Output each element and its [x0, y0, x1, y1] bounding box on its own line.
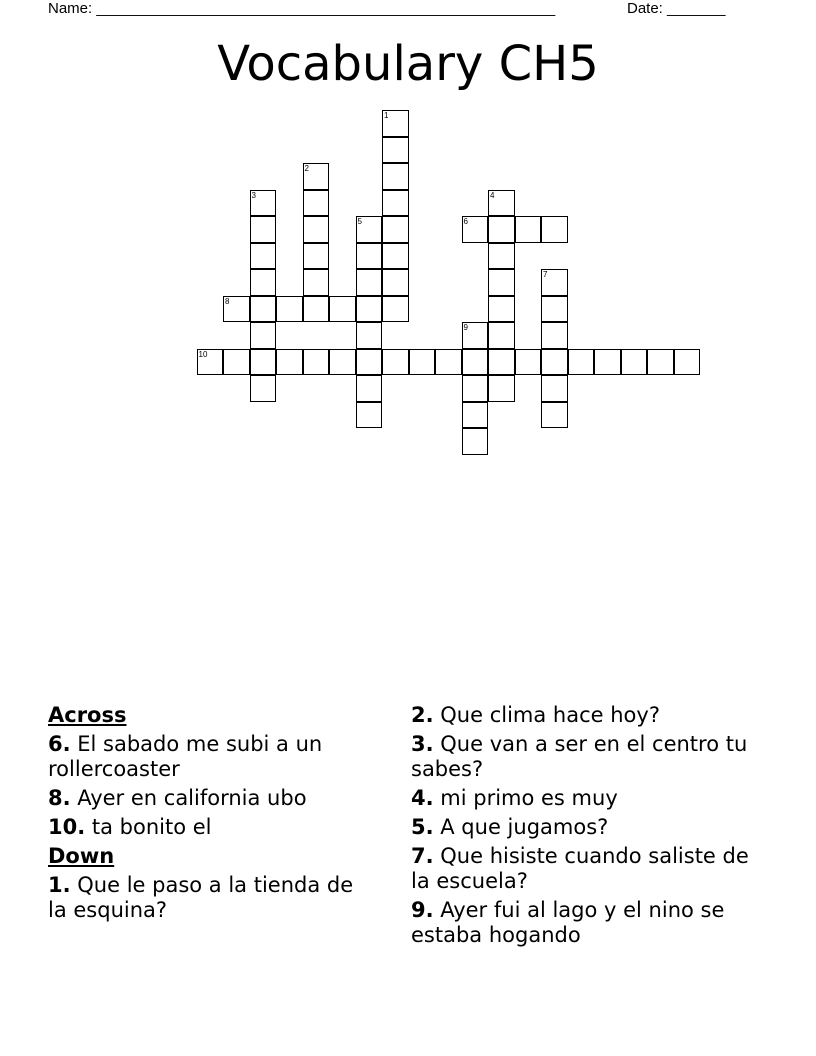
crossword-cell[interactable]: [356, 349, 383, 376]
clue-text: mi primo es muy: [433, 786, 618, 810]
crossword-cell[interactable]: [621, 349, 648, 376]
clue-text: Que le paso a la tienda de la esquina?: [48, 873, 354, 922]
cell-number: 8: [225, 296, 230, 306]
crossword-cell[interactable]: [541, 402, 568, 429]
clue-item: [411, 732, 761, 782]
crossword-cell[interactable]: [303, 296, 330, 323]
crossword-cell[interactable]: [382, 163, 409, 190]
clue-number: 4.: [411, 786, 434, 810]
crossword-cell[interactable]: [382, 110, 409, 137]
crossword-cell[interactable]: [488, 190, 515, 217]
crossword-cell[interactable]: [303, 216, 330, 243]
crossword-cell[interactable]: [250, 216, 277, 243]
clue-item: [48, 732, 378, 782]
down-clue-list-left: [48, 873, 378, 923]
crossword-cell[interactable]: [382, 269, 409, 296]
clue-item: [48, 815, 378, 840]
clue-item: [411, 898, 761, 948]
crossword-cell[interactable]: [382, 243, 409, 270]
crossword-cell[interactable]: [541, 322, 568, 349]
crossword-cell[interactable]: [276, 349, 303, 376]
crossword-cell[interactable]: [250, 322, 277, 349]
cell-number: 7: [543, 270, 548, 279]
crossword-cell[interactable]: [356, 402, 383, 429]
crossword-cell[interactable]: [356, 296, 383, 323]
crossword-cell[interactable]: [594, 349, 621, 376]
across-heading: Across: [48, 703, 127, 727]
clue-item: [411, 844, 761, 894]
crossword-cell[interactable]: [382, 137, 409, 164]
clue-number: 6.: [48, 732, 71, 756]
clue-text: A que jugamos?: [433, 815, 609, 839]
crossword-cell[interactable]: [356, 216, 383, 243]
down-heading: Down: [48, 844, 115, 868]
clue-text: Que clima hace hoy?: [433, 703, 660, 727]
crossword-cell[interactable]: [409, 349, 436, 376]
clue-text: Que van a ser en el centro tu sabes?: [411, 732, 748, 781]
clue-text: Ayer en california ubo: [70, 786, 307, 810]
crossword-cell[interactable]: [541, 269, 568, 296]
crossword-cell[interactable]: [197, 349, 224, 376]
crossword-cell[interactable]: [250, 243, 277, 270]
crossword-cell[interactable]: [382, 296, 409, 323]
crossword-cell[interactable]: [435, 349, 462, 376]
crossword-cell[interactable]: [356, 322, 383, 349]
crossword-cell[interactable]: [515, 349, 542, 376]
crossword-cell[interactable]: [303, 269, 330, 296]
crossword-cell[interactable]: [515, 216, 542, 243]
crossword-cell[interactable]: [303, 163, 330, 190]
crossword-cell[interactable]: [356, 375, 383, 402]
down-clue-list-right: [411, 703, 761, 948]
crossword-cell[interactable]: [488, 322, 515, 349]
cell-number: 5: [357, 217, 362, 226]
clue-number: 8.: [48, 786, 71, 810]
crossword-cell[interactable]: [541, 349, 568, 376]
crossword-cell[interactable]: [223, 296, 250, 323]
crossword-cell[interactable]: [223, 349, 250, 376]
crossword-cell[interactable]: [382, 349, 409, 376]
cell-number: 3: [251, 190, 256, 200]
crossword-cell[interactable]: [329, 296, 356, 323]
crossword-cell[interactable]: [568, 349, 595, 376]
crossword-cell[interactable]: [462, 349, 489, 376]
crossword-cell[interactable]: [276, 296, 303, 323]
clue-number: 5.: [411, 815, 434, 839]
crossword-cell[interactable]: [488, 375, 515, 402]
crossword-cell[interactable]: [382, 190, 409, 217]
cell-number: 1: [384, 111, 389, 120]
clue-text: ta bonito el: [85, 815, 212, 839]
clue-item: [48, 873, 378, 923]
crossword-cell[interactable]: [488, 216, 515, 243]
crossword-cell[interactable]: [303, 190, 330, 217]
crossword-cell[interactable]: [647, 349, 674, 376]
crossword-grid: [0, 0, 816, 470]
name-line: Name: _______________________________________________________: [48, 0, 556, 17]
clue-text: Que hisiste cuando saliste de la escuela?: [411, 844, 749, 893]
crossword-cell[interactable]: [488, 269, 515, 296]
clue-number: 3.: [411, 732, 434, 756]
crossword-cell[interactable]: [303, 243, 330, 270]
clue-number: 1.: [48, 873, 71, 897]
crossword-cell[interactable]: [250, 269, 277, 296]
cell-number: 2: [304, 164, 309, 173]
crossword-cell[interactable]: [250, 375, 277, 402]
crossword-cell[interactable]: [541, 216, 568, 243]
crossword-cell[interactable]: [329, 349, 356, 376]
clue-item: [48, 786, 378, 811]
crossword-cell[interactable]: [250, 190, 277, 217]
cell-number: 6: [463, 217, 468, 226]
crossword-cell[interactable]: [462, 375, 489, 402]
clue-number: 9.: [411, 898, 434, 922]
crossword-cell[interactable]: [674, 349, 701, 376]
cell-number: 9: [463, 323, 468, 332]
crossword-cell[interactable]: [541, 375, 568, 402]
cell-number: 10: [198, 349, 208, 359]
clue-number: 2.: [411, 703, 434, 727]
crossword-cell[interactable]: [250, 296, 277, 323]
page-title: Vocabulary CH5: [217, 36, 599, 92]
clue-number: 7.: [411, 844, 434, 868]
clue-text: Ayer fui al lago y el nino se estaba hogando: [411, 898, 725, 947]
clues-right-column: [411, 703, 761, 952]
crossword-cell[interactable]: [462, 428, 489, 455]
crossword-cell[interactable]: [488, 349, 515, 376]
crossword-cell[interactable]: [541, 296, 568, 323]
clue-item: [411, 703, 761, 728]
crossword-cell[interactable]: [462, 402, 489, 429]
crossword-cell[interactable]: [356, 243, 383, 270]
date-line: Date: _______: [627, 0, 726, 17]
crossword-cell[interactable]: [382, 216, 409, 243]
crossword-cell[interactable]: [488, 296, 515, 323]
crossword-cell[interactable]: [303, 349, 330, 376]
clues-left-column: [48, 703, 378, 927]
across-clue-list: [48, 732, 378, 840]
crossword-cell[interactable]: [356, 269, 383, 296]
crossword-cell[interactable]: [462, 216, 489, 243]
clue-text: El sabado me subi a un rollercoaster: [48, 732, 323, 781]
crossword-cell[interactable]: [462, 322, 489, 349]
crossword-cell[interactable]: [250, 349, 277, 376]
clue-item: [411, 786, 761, 811]
crossword-cell[interactable]: [488, 243, 515, 270]
clue-number: 10.: [48, 815, 86, 839]
cell-number: 4: [490, 190, 495, 200]
clue-item: [411, 815, 761, 840]
